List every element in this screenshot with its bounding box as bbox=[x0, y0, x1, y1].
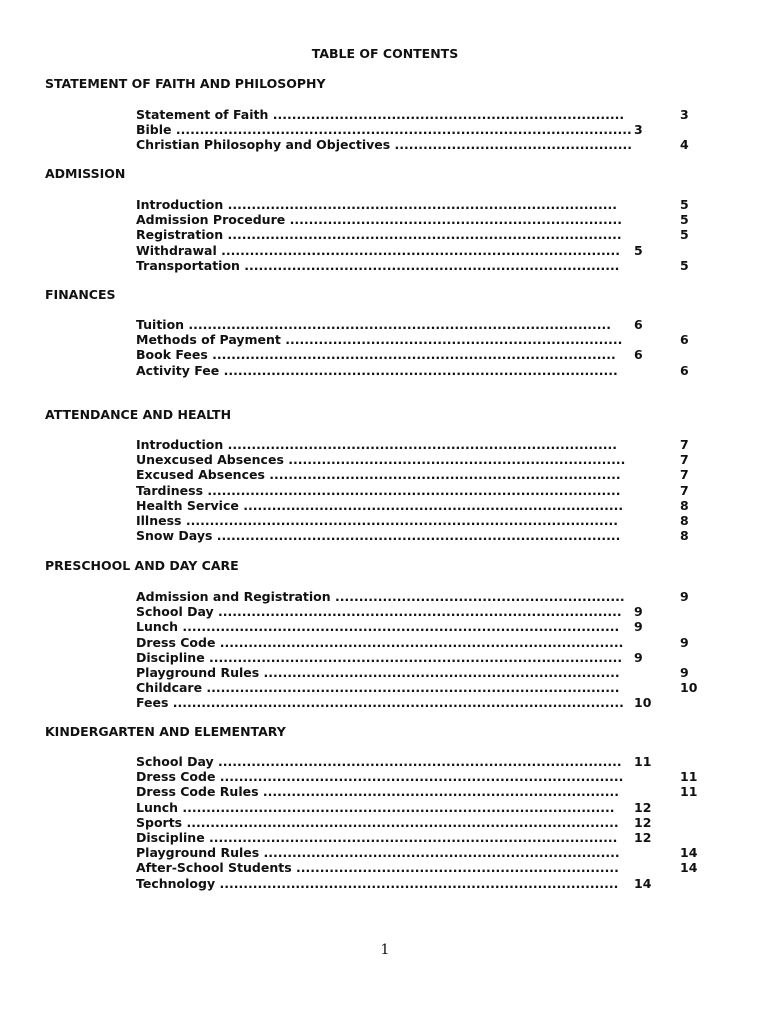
toc-page-number: 8 bbox=[680, 528, 689, 544]
toc-entry: Excused Absences .......................................................................... bbox=[136, 467, 621, 483]
toc-page-number: 6 bbox=[634, 347, 643, 363]
toc-page-number: 7 bbox=[680, 452, 689, 468]
toc-entry: Tardiness ....................................................................................... bbox=[136, 482, 621, 498]
toc-entry: Admission Procedure ...................................................................... bbox=[136, 212, 622, 228]
toc-entry: Christian Philosophy and Objectives .................................................. bbox=[136, 137, 632, 153]
toc-page-number: 10 bbox=[680, 680, 698, 696]
toc-page-number: 4 bbox=[680, 137, 689, 153]
toc-page-number: 14 bbox=[680, 845, 698, 861]
document-title: TABLE OF CONTENTS bbox=[311, 46, 459, 61]
toc-entry: Playground Rules ........................................................................... bbox=[136, 845, 620, 861]
toc-entry: Unexcused Absences ....................................................................... bbox=[136, 452, 626, 468]
toc-page-number: 8 bbox=[680, 497, 689, 513]
toc-entry: Childcare ....................................................................................... bbox=[136, 680, 620, 696]
section-heading: PRESCHOOL AND DAY CARE bbox=[45, 558, 239, 573]
section-heading: FINANCES bbox=[45, 287, 116, 302]
toc-entry: Methods of Payment ....................................................................... bbox=[136, 332, 623, 348]
toc-entry: Registration ................................................................................... bbox=[136, 227, 622, 243]
toc-page-number: 9 bbox=[680, 634, 689, 650]
toc-page-number: 8 bbox=[680, 513, 689, 528]
toc-page-number: 9 bbox=[634, 619, 643, 635]
toc-entry: Discipline ....................................................................................... bbox=[136, 649, 623, 665]
toc-page-number: 11 bbox=[680, 769, 698, 785]
toc-entry: Tuition ......................................................................................... bbox=[136, 317, 612, 332]
toc-entry: School Day ..................................................................................... bbox=[136, 754, 622, 769]
toc-entry: Snow Days ..................................................................................... bbox=[136, 528, 621, 544]
section-heading: ADMISSION bbox=[45, 166, 126, 181]
section-heading: STATEMENT OF FAITH AND PHILOSOPHY bbox=[45, 76, 326, 91]
toc-entry: Admission and Registration ............................................................. bbox=[136, 589, 625, 604]
toc-page-number: 5 bbox=[680, 227, 689, 243]
toc-page-number: 5 bbox=[680, 197, 689, 212]
toc-entry: School Day ..................................................................................... bbox=[136, 604, 622, 620]
toc-entry: Lunch ............................................................................................ bbox=[136, 619, 620, 635]
toc-entry: Discipline ...................................................................................... bbox=[136, 830, 618, 845]
toc-page-number: 9 bbox=[634, 604, 643, 620]
toc-page-number: 9 bbox=[634, 649, 643, 665]
toc-page-number: 6 bbox=[680, 332, 689, 348]
toc-page-number: 5 bbox=[680, 212, 689, 228]
toc-entry: Transportation ............................................................................... bbox=[136, 257, 620, 273]
toc-page-number: 12 bbox=[634, 799, 652, 815]
toc-page-number: 7 bbox=[680, 437, 689, 452]
toc-entry: Dress Code ..................................................................................... bbox=[136, 634, 624, 650]
toc-page-number: 3 bbox=[634, 122, 643, 138]
toc-page-number: 11 bbox=[634, 754, 652, 769]
toc-page-number: 3 bbox=[680, 107, 689, 122]
toc-page-number: 9 bbox=[680, 665, 689, 680]
section-heading: ATTENDANCE AND HEALTH bbox=[45, 407, 232, 422]
toc-entry: Fees ............................................................................................... bbox=[136, 695, 624, 711]
toc-page-number: 6 bbox=[634, 317, 643, 332]
toc-entry: Statement of Faith .......................................................................... bbox=[136, 107, 625, 122]
toc-entry: Introduction .................................................................................. bbox=[136, 437, 618, 452]
toc-entry: Book Fees ..................................................................................... bbox=[136, 347, 616, 363]
toc-entry: Illness ........................................................................................... bbox=[136, 513, 618, 528]
toc-page-number: 14 bbox=[680, 860, 698, 876]
toc-page-number: 7 bbox=[680, 482, 689, 498]
toc-page-number: 6 bbox=[680, 362, 689, 378]
toc-page-number: 12 bbox=[634, 814, 652, 830]
toc-page-number: 5 bbox=[634, 242, 643, 258]
toc-entry: Playground Rules ........................................................................... bbox=[136, 665, 620, 680]
toc-entry: After-School Students .................................................................... bbox=[136, 860, 619, 876]
toc-entry: Withdrawal .................................................................................... bbox=[136, 242, 620, 258]
toc-entry: Lunch ........................................................................................... bbox=[136, 799, 615, 815]
toc-page-number: 14 bbox=[634, 875, 652, 891]
page-number-footer: 1 bbox=[380, 942, 390, 958]
toc-page-number: 11 bbox=[680, 784, 698, 800]
toc-entry: Introduction .................................................................................. bbox=[136, 197, 618, 212]
toc-entry: Technology .................................................................................... bbox=[136, 875, 619, 891]
toc-page-number: 12 bbox=[634, 830, 652, 845]
toc-entry: Activity Fee ................................................................................... bbox=[136, 362, 618, 378]
toc-page-number: 5 bbox=[680, 257, 689, 273]
toc-page-number: 7 bbox=[680, 467, 689, 483]
toc-entry: Dress Code Rules ........................................................................... bbox=[136, 784, 620, 800]
toc-page-number: 10 bbox=[634, 695, 652, 711]
section-heading: KINDERGARTEN AND ELEMENTARY bbox=[45, 724, 286, 739]
toc-entry: Bible ................................................................................................ bbox=[136, 122, 632, 138]
toc-entry: Health Service ................................................................................ bbox=[136, 497, 624, 513]
toc-entry: Sports ........................................................................................... bbox=[136, 814, 619, 830]
toc-entry: Dress Code ..................................................................................... bbox=[136, 769, 624, 785]
toc-page-number: 9 bbox=[680, 589, 689, 604]
